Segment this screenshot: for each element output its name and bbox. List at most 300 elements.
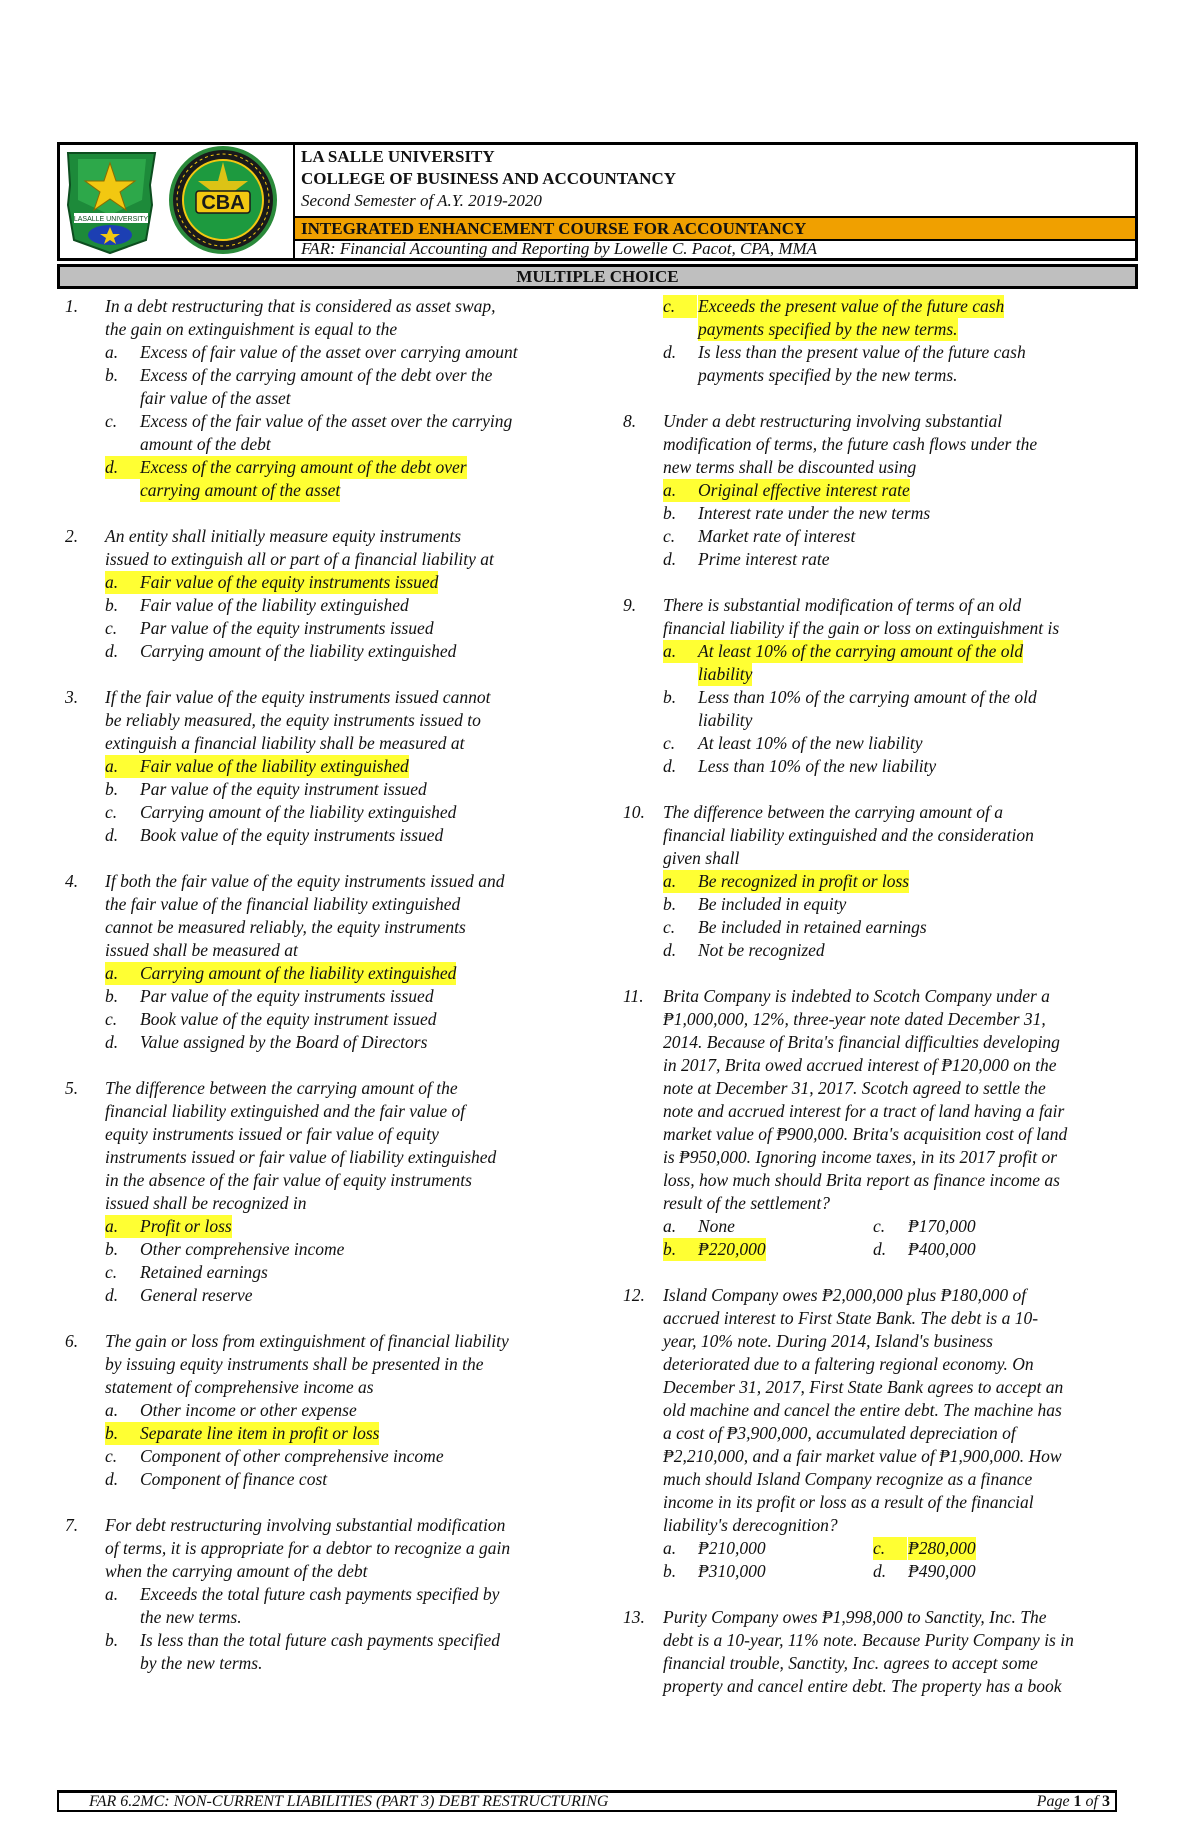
question-line (65, 1537, 585, 1560)
option-text: ₱220,000 (698, 1239, 766, 1259)
question-text: accrued interest to First State Bank. The debt is a 10- (663, 1308, 1039, 1328)
option-label: c. (105, 1262, 118, 1282)
option-line (623, 893, 1138, 916)
lasalle-university-logo (68, 153, 155, 253)
question-text: ₱2,210,000, and a fair market value of ₱1,900,000. How (663, 1446, 1062, 1466)
subject-title: FAR: Financial Accounting and Reporting by Lowelle C. Pacot, CPA, MMA (301, 239, 818, 258)
question-line (623, 1031, 1138, 1054)
option-text: Carrying amount of the liability extinguished (140, 802, 457, 822)
spacer (623, 778, 1138, 801)
question-text: market value of ₱900,000. Brita's acquisition cost of land (663, 1124, 1068, 1144)
page-footer (57, 1790, 1117, 1812)
option-line (623, 870, 1138, 893)
option-line (65, 1238, 585, 1261)
option-text: Original effective interest rate (698, 480, 910, 500)
option-label: b. (105, 595, 119, 615)
option-text: At least 10% of the new liability (698, 733, 923, 753)
option-line (65, 1445, 585, 1468)
question-line (623, 1077, 1138, 1100)
spacer (65, 663, 585, 686)
question-line (623, 410, 1138, 433)
option-label: c. (105, 802, 118, 822)
option-line (623, 364, 1138, 387)
option-label: c. (105, 1009, 118, 1029)
page-word: Page (1036, 1793, 1070, 1810)
question-line (65, 1146, 585, 1169)
option-text: Be included in retained earnings (698, 917, 927, 937)
question-line (65, 1560, 585, 1583)
option-label: c. (663, 733, 676, 753)
question-text: financial trouble, Sanctity, Inc. agrees to accept some (663, 1653, 1038, 1673)
option-text: Exceeds the present value of the future cash (698, 296, 1005, 316)
question-text: The difference between the carrying amount of the (105, 1078, 458, 1098)
question-text: by issuing equity instruments shall be presented in the (105, 1354, 484, 1374)
spacer (623, 962, 1138, 985)
question-text: note and accrued interest for a tract of land having a fair (663, 1101, 1065, 1121)
option-text: amount of the debt (140, 434, 271, 454)
question-text: is ₱950,000. Ignoring income taxes, in its 2017 profit or (663, 1147, 1058, 1167)
option-text: Excess of the carrying amount of the debt over the (140, 365, 493, 385)
question-line (65, 1353, 585, 1376)
question-text: If the fair value of the equity instruments issued cannot (105, 687, 491, 707)
question-number: 12. (623, 1285, 645, 1305)
option-line (65, 410, 585, 433)
option-line (65, 617, 585, 640)
option-text: Excess of fair value of the asset over carrying amount (140, 342, 518, 362)
option-text: payments specified by the new terms. (698, 319, 958, 339)
option-line (65, 1468, 585, 1491)
footer-title: FAR 6.2MC: NON-CURRENT LIABILITIES (PART 3) DEBT RESTRUCTURING (89, 1793, 609, 1810)
option-text: ₱310,000 (698, 1561, 766, 1581)
question-text: An entity shall initially measure equity instruments (105, 526, 462, 546)
option-text: At least 10% of the carrying amount of the old (698, 641, 1024, 661)
option-label: c. (663, 526, 676, 546)
question-line (65, 1514, 585, 1537)
option-line (65, 962, 585, 985)
option-label: d. (663, 342, 677, 362)
question-line (623, 456, 1138, 479)
question-text: liability's derecognition? (663, 1515, 838, 1535)
question-text: note at December 31, 2017. Scotch agreed to settle the (663, 1078, 1046, 1098)
option-text: Par value of the equity instruments issued (140, 618, 434, 638)
spacer (65, 1054, 585, 1077)
question-number: 13. (623, 1607, 645, 1627)
option-label: c. (873, 1216, 886, 1236)
university-name: LA SALLE UNIVERSITY (301, 147, 495, 166)
option-label: d. (105, 1032, 119, 1052)
spacer (65, 847, 585, 870)
option-text: Value assigned by the Board of Directors (140, 1032, 428, 1052)
option-text: Component of finance cost (140, 1469, 328, 1489)
option-label: a. (105, 1400, 119, 1420)
question-text: Island Company owes ₱2,000,000 plus ₱180,000 of (663, 1285, 1027, 1305)
question-number: 5. (65, 1078, 79, 1098)
option-line (623, 1238, 1138, 1261)
question-text: issued shall be recognized in (105, 1193, 307, 1213)
option-text: Exceeds the total future cash payments specified by (140, 1584, 500, 1604)
question-text: 2014. Because of Brita's financial difficulties developing (663, 1032, 1060, 1052)
question-text: when the carrying amount of the debt (105, 1561, 368, 1581)
option-text: fair value of the asset (140, 388, 291, 408)
question-line (65, 1123, 585, 1146)
question-line (65, 916, 585, 939)
semester-text: Second Semester of A.Y. 2019-2020 (301, 191, 542, 210)
option-line (65, 364, 585, 387)
question-text: result of the settlement? (663, 1193, 831, 1213)
question-line (65, 1330, 585, 1353)
question-line (623, 1376, 1138, 1399)
option-line (65, 387, 585, 410)
option-label: b. (663, 1561, 677, 1581)
option-text: Fair value of the liability extinguished (140, 756, 409, 776)
question-text: For debt restructuring involving substantial modification (105, 1515, 506, 1535)
question-line (623, 1399, 1138, 1422)
option-text: liability (698, 710, 753, 730)
option-label: b. (663, 1238, 698, 1261)
logo-area (60, 145, 293, 258)
option-text: Not be recognized (698, 940, 825, 960)
question-number: 2. (65, 526, 79, 546)
cba-seal-logo (171, 148, 275, 252)
question-line (623, 1675, 1138, 1698)
option-text: Less than 10% of the new liability (698, 756, 937, 776)
question-line (623, 1422, 1138, 1445)
question-text: much should Island Company recognize as a finance (663, 1469, 1033, 1489)
question-line (65, 1376, 585, 1399)
option-label: a. (663, 479, 698, 502)
question-text: cannot be measured reliably, the equity instruments (105, 917, 466, 937)
option-line (65, 1031, 585, 1054)
option-line (65, 1422, 585, 1445)
question-number: 3. (65, 687, 79, 707)
option-line (65, 1629, 585, 1652)
question-line (65, 686, 585, 709)
option-text: Retained earnings (140, 1262, 268, 1282)
question-line (623, 1491, 1138, 1514)
question-line (65, 1192, 585, 1215)
question-line (65, 939, 585, 962)
option-label: c. (663, 295, 697, 318)
question-line (623, 1652, 1138, 1675)
header-info (293, 145, 1135, 258)
page-total: 3 (1102, 1793, 1110, 1810)
question-line (65, 318, 585, 341)
question-text: the gain on extinguishment is equal to the (105, 319, 398, 339)
question-line (65, 1169, 585, 1192)
option-text: Par value of the equity instruments issued (140, 986, 434, 1006)
question-text: income in its profit or loss as a result of the financial (663, 1492, 1034, 1512)
option-text: Excess of the carrying amount of the debt over (140, 457, 467, 477)
question-text: the fair value of the financial liability extinguished (105, 894, 461, 914)
option-line (65, 778, 585, 801)
header-box (57, 142, 1138, 261)
option-line (623, 709, 1138, 732)
option-line (65, 594, 585, 617)
question-line (65, 893, 585, 916)
option-label: c. (105, 411, 118, 431)
option-text: by the new terms. (140, 1653, 263, 1673)
college-name: COLLEGE OF BUSINESS AND ACCOUNTANCY (301, 169, 677, 188)
option-label: a. (663, 870, 698, 893)
question-number: 11. (623, 986, 644, 1006)
option-label: d. (105, 456, 140, 479)
question-text: deteriorated due to a faltering regional economy. On (663, 1354, 1034, 1374)
question-line (623, 1606, 1138, 1629)
option-line (623, 755, 1138, 778)
question-line (65, 548, 585, 571)
option-label: d. (663, 940, 677, 960)
option-label: b. (663, 894, 677, 914)
option-line (65, 640, 585, 663)
question-line (623, 1146, 1138, 1169)
option-text: Par value of the equity instrument issued (140, 779, 427, 799)
option-label: a. (663, 1216, 677, 1236)
question-line (623, 824, 1138, 847)
question-text: The gain or loss from extinguishment of financial liability (105, 1331, 509, 1351)
question-text: Purity Company owes ₱1,998,000 to Sanctity, Inc. The (663, 1607, 1047, 1627)
option-label: c. (873, 1537, 907, 1560)
option-label: d. (105, 641, 119, 661)
option-line (623, 939, 1138, 962)
option-line (65, 479, 585, 502)
question-text: year, 10% note. During 2014, Island's business (663, 1331, 993, 1351)
question-text: a cost of ₱3,900,000, accumulated depreciation of (663, 1423, 1016, 1443)
question-text: given shall (663, 848, 740, 868)
question-number: 8. (623, 411, 637, 431)
option-text: Carrying amount of the liability extinguished (140, 963, 457, 983)
option-label: d. (873, 1561, 887, 1581)
option-line (623, 548, 1138, 571)
option-line (623, 663, 1138, 686)
option-text: liability (698, 664, 753, 684)
option-line (65, 571, 585, 594)
option-text: Be recognized in profit or loss (698, 871, 910, 891)
option-label: a. (105, 755, 140, 778)
question-text: financial liability if the gain or loss on extinguishment is (663, 618, 1060, 638)
option-line (623, 318, 1138, 341)
question-text: debt is a 10-year, 11% note. Because Purity Company is in (663, 1630, 1074, 1650)
question-line (623, 847, 1138, 870)
option-text: Fair value of the equity instruments issued (140, 572, 439, 592)
option-label: d. (105, 1469, 119, 1489)
option-text: Carrying amount of the liability extinguished (140, 641, 457, 661)
option-line (65, 755, 585, 778)
option-line (65, 1583, 585, 1606)
option-label: c. (105, 1446, 118, 1466)
question-number: 1. (65, 296, 79, 316)
question-line (623, 1445, 1138, 1468)
question-text: financial liability extinguished and the fair value of (105, 1101, 466, 1121)
option-line (65, 985, 585, 1008)
option-line (623, 916, 1138, 939)
option-line (65, 1606, 585, 1629)
question-line (65, 870, 585, 893)
question-line (623, 1307, 1138, 1330)
option-label: b. (105, 1630, 119, 1650)
question-text: If both the fair value of the equity instruments issued and (105, 871, 505, 891)
question-text: Under a debt restructuring involving substantial (663, 411, 1003, 431)
question-text: modification of terms, the future cash flows under the (663, 434, 1038, 454)
option-text: Book value of the equity instruments issued (140, 825, 444, 845)
option-label: a. (663, 640, 698, 663)
option-text: Is less than the present value of the future cash (698, 342, 1026, 362)
option-label: a. (105, 571, 140, 594)
right-column (623, 295, 1138, 1698)
option-text: carrying amount of the asset (140, 480, 341, 500)
question-text: issued to extinguish all or part of a financial liability at (105, 549, 494, 569)
option-line (623, 341, 1138, 364)
option-text: ₱400,000 (908, 1239, 976, 1259)
option-label: b. (105, 779, 119, 799)
question-line (65, 732, 585, 755)
option-label: a. (105, 1584, 119, 1604)
option-text: Prime interest rate (698, 549, 830, 569)
question-number: 9. (623, 595, 637, 615)
section-title: MULTIPLE CHOICE (57, 264, 1138, 289)
question-text: In a debt restructuring that is considered as asset swap, (105, 296, 496, 316)
logos (60, 145, 293, 258)
option-label: b. (105, 986, 119, 1006)
question-text: of terms, it is appropriate for a debtor to recognize a gain (105, 1538, 511, 1558)
question-text: extinguish a financial liability shall be measured at (105, 733, 465, 753)
option-line (623, 686, 1138, 709)
option-line (623, 1560, 1138, 1583)
question-line (623, 985, 1138, 1008)
question-text: in 2017, Brita owed accrued interest of ₱120,000 on the (663, 1055, 1057, 1075)
option-label: a. (105, 962, 140, 985)
option-text: ₱210,000 (698, 1538, 766, 1558)
question-line (65, 1100, 585, 1123)
spacer (623, 1261, 1138, 1284)
option-label: d. (663, 756, 677, 776)
question-number: 7. (65, 1515, 79, 1535)
option-text: Fair value of the liability extinguished (140, 595, 409, 615)
logo-left-text: LASALLE UNIVERSITY (73, 216, 149, 223)
option-line (65, 456, 585, 479)
spacer (65, 1491, 585, 1514)
question-line (65, 295, 585, 318)
question-text: statement of comprehensive income as (105, 1377, 374, 1397)
question-text: financial liability extinguished and the consideration (663, 825, 1034, 845)
option-line (65, 1215, 585, 1238)
question-line (623, 617, 1138, 640)
question-text: new terms shall be discounted using (663, 457, 917, 477)
spacer (623, 1583, 1138, 1606)
option-line (623, 479, 1138, 502)
question-text: ₱1,000,000, 12%, three-year note dated December 31, (663, 1009, 1046, 1029)
option-line (623, 732, 1138, 755)
question-line (65, 525, 585, 548)
option-text: Component of other comprehensive income (140, 1446, 444, 1466)
question-text: equity instruments issued or fair value of equity (105, 1124, 439, 1144)
option-line (623, 1537, 1138, 1560)
option-text: Less than 10% of the carrying amount of the old (698, 687, 1037, 707)
option-line (623, 1215, 1138, 1238)
spacer (65, 502, 585, 525)
option-text: Be included in equity (698, 894, 847, 914)
option-label: c. (105, 618, 118, 638)
question-text: Brita Company is indebted to Scotch Company under a (663, 986, 1050, 1006)
question-line (623, 1330, 1138, 1353)
option-text: Other comprehensive income (140, 1239, 345, 1259)
question-number: 10. (623, 802, 645, 822)
page-number (1037, 1793, 1110, 1811)
question-text: property and cancel entire debt. The property has a book (663, 1676, 1062, 1696)
option-text: Interest rate under the new terms (698, 503, 931, 523)
question-line (65, 1077, 585, 1100)
option-line (65, 1008, 585, 1031)
question-line (623, 1514, 1138, 1537)
question-line (623, 1192, 1138, 1215)
option-line (65, 341, 585, 364)
question-text: old machine and cancel the entire debt. The machine has (663, 1400, 1062, 1420)
option-text: Profit or loss (140, 1216, 232, 1236)
option-line (65, 1261, 585, 1284)
option-text: Excess of the fair value of the asset over the carrying (140, 411, 513, 431)
option-text: Separate line item in profit or loss (140, 1423, 380, 1443)
option-text: None (698, 1216, 735, 1236)
option-text: Book value of the equity instrument issued (140, 1009, 437, 1029)
option-text: Is less than the total future cash payments specified (140, 1630, 500, 1650)
option-text: ₱280,000 (908, 1538, 976, 1558)
option-line (623, 502, 1138, 525)
option-line (623, 295, 1138, 318)
option-label: c. (663, 917, 676, 937)
option-line (623, 525, 1138, 548)
option-line (65, 801, 585, 824)
option-label: d. (105, 1285, 119, 1305)
option-label: a. (105, 342, 119, 362)
course-title: INTEGRATED ENHANCEMENT COURSE FOR ACCOUNTANCY (295, 216, 1135, 241)
of-word: of (1085, 1793, 1098, 1810)
option-text: General reserve (140, 1285, 253, 1305)
option-text: the new terms. (140, 1607, 242, 1627)
question-text: instruments issued or fair value of liability extinguished (105, 1147, 497, 1167)
option-line (65, 1399, 585, 1422)
question-line (623, 1468, 1138, 1491)
left-column (65, 295, 585, 1675)
spacer (623, 571, 1138, 594)
question-text: loss, how much should Brita report as finance income as (663, 1170, 1060, 1190)
option-label: b. (105, 365, 119, 385)
spacer (623, 387, 1138, 410)
option-label: b. (105, 1239, 119, 1259)
question-line (623, 1629, 1138, 1652)
option-text: ₱490,000 (908, 1561, 976, 1581)
question-line (623, 1008, 1138, 1031)
option-text: payments specified by the new terms. (698, 365, 958, 385)
question-text: be reliably measured, the equity instruments issued to (105, 710, 481, 730)
option-label: b. (663, 687, 677, 707)
question-line (623, 594, 1138, 617)
question-line (623, 1169, 1138, 1192)
question-line (623, 1353, 1138, 1376)
option-label: b. (105, 1422, 140, 1445)
page-current: 1 (1073, 1793, 1082, 1810)
option-label: b. (663, 503, 677, 523)
option-line (65, 1652, 585, 1675)
option-label: a. (105, 1215, 140, 1238)
option-line (623, 640, 1138, 663)
option-label: a. (663, 1538, 677, 1558)
option-label: d. (873, 1239, 887, 1259)
option-line (65, 1284, 585, 1307)
option-line (65, 433, 585, 456)
option-text: ₱170,000 (908, 1216, 976, 1236)
question-line (623, 433, 1138, 456)
option-line (65, 824, 585, 847)
option-label: d. (105, 825, 119, 845)
